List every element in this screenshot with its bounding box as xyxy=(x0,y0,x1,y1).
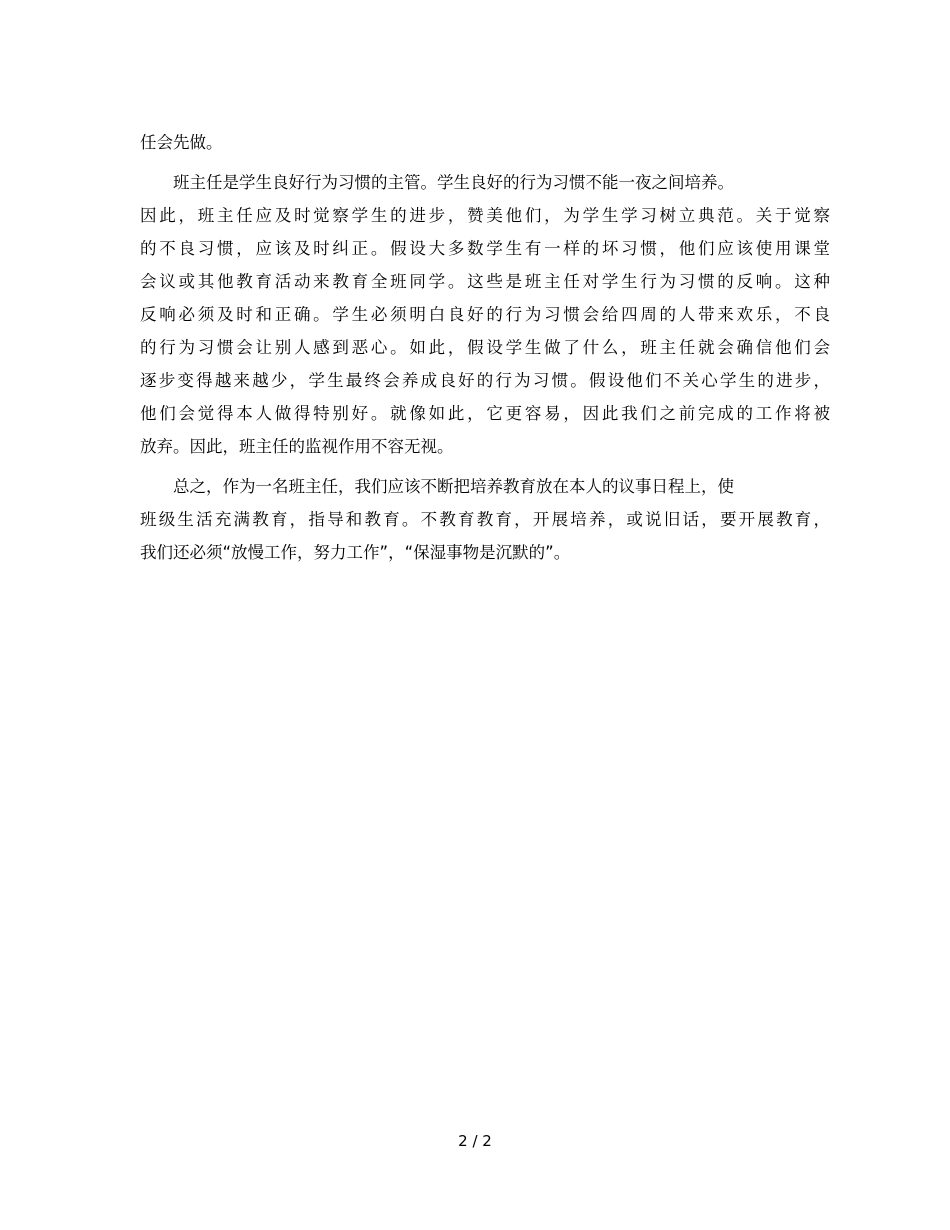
paragraph-line: 因此，班主任应及时觉察学生的进步，赞美他们，为学生学习树立典范。关于觉察 xyxy=(140,206,830,225)
paragraph-line: 反响必须及时和正确。学生必须明白良好的行为习惯会给四周的人带来欢乐，不良 xyxy=(140,305,830,324)
paragraph-line: 班级生活充满教育，指导和教育。不教育教育，开展培养，或说旧话，要开展教育， xyxy=(140,510,830,529)
paragraph-line: 逐步变得越来越少，学生最终会养成良好的行为习惯。假设他们不关心学生的进步， xyxy=(140,371,830,390)
paragraph-line: 放弃。因此，班主任的监视作用不容无视。 xyxy=(140,437,454,456)
paragraph-line: 总之，作为一名班主任，我们应该不断把培养教育放在本人的议事日程上，使 xyxy=(173,477,734,496)
paragraph-line: 任会先做。 xyxy=(140,133,223,152)
paragraph-line: 会议或其他教育活动来教育全班同学。这些是班主任对学生行为习惯的反响。这种 xyxy=(140,272,830,291)
page-number: 2 / 2 xyxy=(458,1132,492,1150)
document-body xyxy=(140,126,830,569)
paragraph-line: 的不良习惯，应该及时纠正。假设大多数学生有一样的坏习惯，他们应该使用课堂 xyxy=(140,239,830,258)
paragraph-line: 班主任是学生良好行为习惯的主管。学生良好的行为习惯不能一夜之间培养。 xyxy=(173,173,734,192)
paragraph-line: 的行为习惯会让别人感到恶心。如此，假设学生做了什么，班主任就会确信他们会 xyxy=(140,338,830,357)
paragraph-line: 我们还必须“放慢工作，努力工作”，“保湿事物是沉默的”。 xyxy=(140,543,571,562)
paragraph-line: 他们会觉得本人做得特别好。就像如此，它更容易，因此我们之前完成的工作将被 xyxy=(140,404,830,423)
